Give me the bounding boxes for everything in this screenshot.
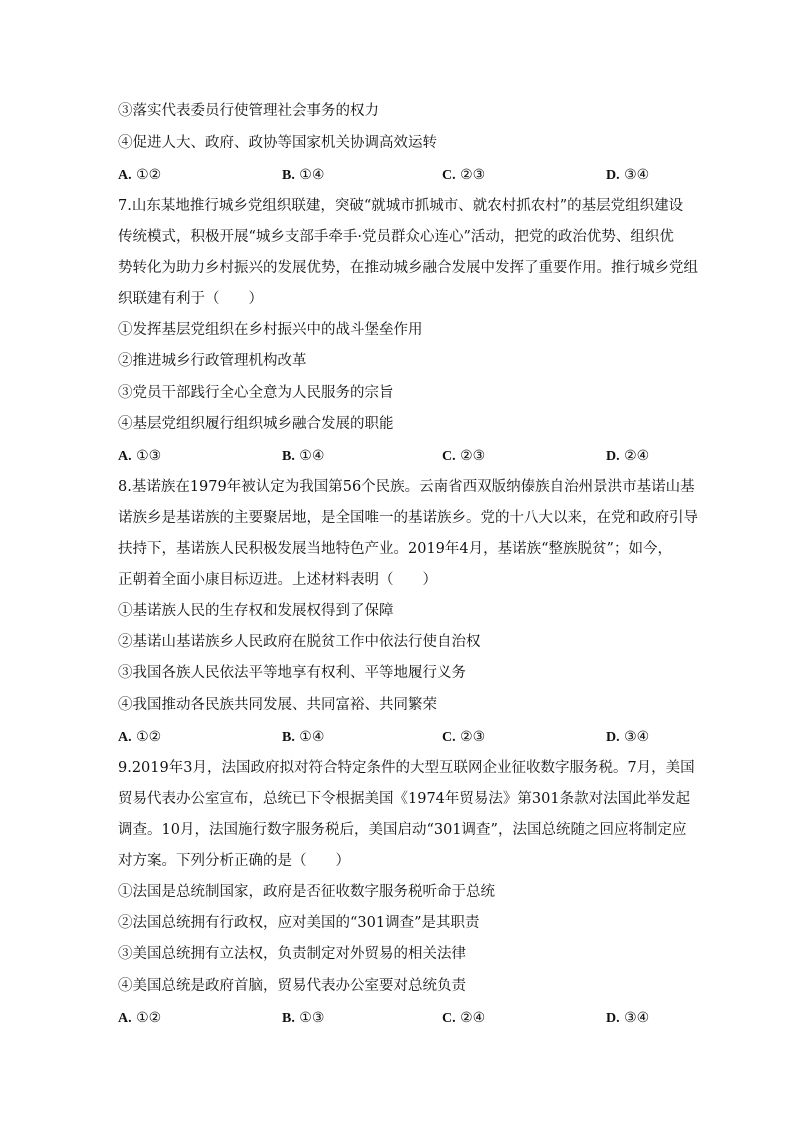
q8-item-1: ①基诺族人民的生存权和发展权得到了保障 <box>118 603 394 619</box>
q7-options <box>118 446 678 466</box>
q8-options <box>118 727 678 747</box>
q8-stem-line-4: 正朝着全面小康目标迈进。上述材料表明（ ） <box>118 572 437 588</box>
q9-option-b[interactable]: B. ①③ <box>282 1010 325 1026</box>
q6-option-a[interactable]: A. ①② <box>118 167 162 183</box>
q7-item-4: ④基层党组织履行组织城乡融合发展的职能 <box>118 416 394 432</box>
q9-item-1: ①法国是总统制国家，政府是否征收数字服务税听命于总统 <box>118 884 495 900</box>
q6-item-3: ③落实代表委员行使管理社会事务的权力 <box>118 103 379 119</box>
q8-stem-line-1: 8.基诺族在1979年被认定为我国第56个民族。云南省西双版纳傣族自治州景洪市基诺山基 <box>118 479 695 495</box>
q9-item-2: ②法国总统拥有行政权，应对美国的“301调查”是其职责 <box>118 915 480 931</box>
q6-options <box>118 165 678 185</box>
q7-option-c[interactable]: C. ②③ <box>442 448 486 464</box>
q8-option-a[interactable]: A. ①② <box>118 729 162 745</box>
q7-item-2: ②推进城乡行政管理机构改革 <box>118 353 307 369</box>
q9-option-d[interactable]: D. ③④ <box>606 1010 650 1026</box>
q7-option-a[interactable]: A. ①③ <box>118 448 162 464</box>
q8-item-3: ③我国各族人民依法平等地享有权利、平等地履行义务 <box>118 665 466 681</box>
q7-stem-line-2: 传统模式，积极开展“城乡支部手牵手·党员群众心连心”活动，把党的政治优势、组织优 <box>118 229 674 245</box>
q7-option-d[interactable]: D. ②④ <box>606 448 650 464</box>
q8-stem-line-3: 扶持下，基诺族人民积极发展当地特色产业。2019年4月，基诺族“整族脱贫”；如今， <box>118 541 672 557</box>
q8-item-4: ④我国推动各民族共同发展、共同富裕、共同繁荣 <box>118 697 437 713</box>
q7-item-3: ③党员干部践行全心全意为人民服务的宗旨 <box>118 385 394 401</box>
q9-item-3: ③美国总统拥有立法权，负责制定对外贸易的相关法律 <box>118 946 466 962</box>
q7-stem-line-3: 势转化为助力乡村振兴的发展优势，在推动城乡融合发展中发挥了重要作用。推行城乡党组 <box>118 260 698 276</box>
q8-stem-line-2: 诺族乡是基诺族的主要聚居地，是全国唯一的基诺族乡。党的十八大以来，在党和政府引导 <box>118 510 698 526</box>
q9-stem-line-4: 对方案。下列分析正确的是（ ） <box>118 853 350 869</box>
q9-stem-line-2: 贸易代表办公室宣布，总统已下令根据美国《1974年贸易法》第301条款对法国此举发起 <box>118 791 691 807</box>
q6-option-c[interactable]: C. ②③ <box>442 167 486 183</box>
q9-item-4: ④美国总统是政府首脑，贸易代表办公室要对总统负责 <box>118 978 466 994</box>
q7-item-1: ①发挥基层党组织在乡村振兴中的战斗堡垒作用 <box>118 322 423 338</box>
q7-stem-line-1: 7.山东某地推行城乡党组织联建，突破“就城市抓城市、就农村抓农村”的基层党组织建设 <box>118 198 684 214</box>
q9-option-c[interactable]: C. ②④ <box>442 1010 486 1026</box>
q9-stem-line-1: 9.2019年3月，法国政府拟对符合特定条件的大型互联网企业征收数字服务税。7月，美国 <box>118 760 695 776</box>
q8-option-b[interactable]: B. ①④ <box>282 729 325 745</box>
q8-option-c[interactable]: C. ②③ <box>442 729 486 745</box>
q7-stem-line-4: 织联建有利于（ ） <box>118 291 263 307</box>
q9-options <box>118 1008 678 1028</box>
q6-item-4: ④促进人大、政府、政协等国家机关协调高效运转 <box>118 135 437 151</box>
q6-option-b[interactable]: B. ①④ <box>282 167 325 183</box>
q7-option-b[interactable]: B. ①④ <box>282 448 325 464</box>
q9-stem-line-3: 调查。10月，法国施行数字服务税后，美国启动“301调查”，法国总统随之回应将制定应 <box>118 822 687 838</box>
q8-item-2: ②基诺山基诺族乡人民政府在脱贫工作中依法行使自治权 <box>118 634 481 650</box>
q6-option-d[interactable]: D. ③④ <box>606 167 650 183</box>
q9-option-a[interactable]: A. ①② <box>118 1010 162 1026</box>
q8-option-d[interactable]: D. ③④ <box>606 729 650 745</box>
